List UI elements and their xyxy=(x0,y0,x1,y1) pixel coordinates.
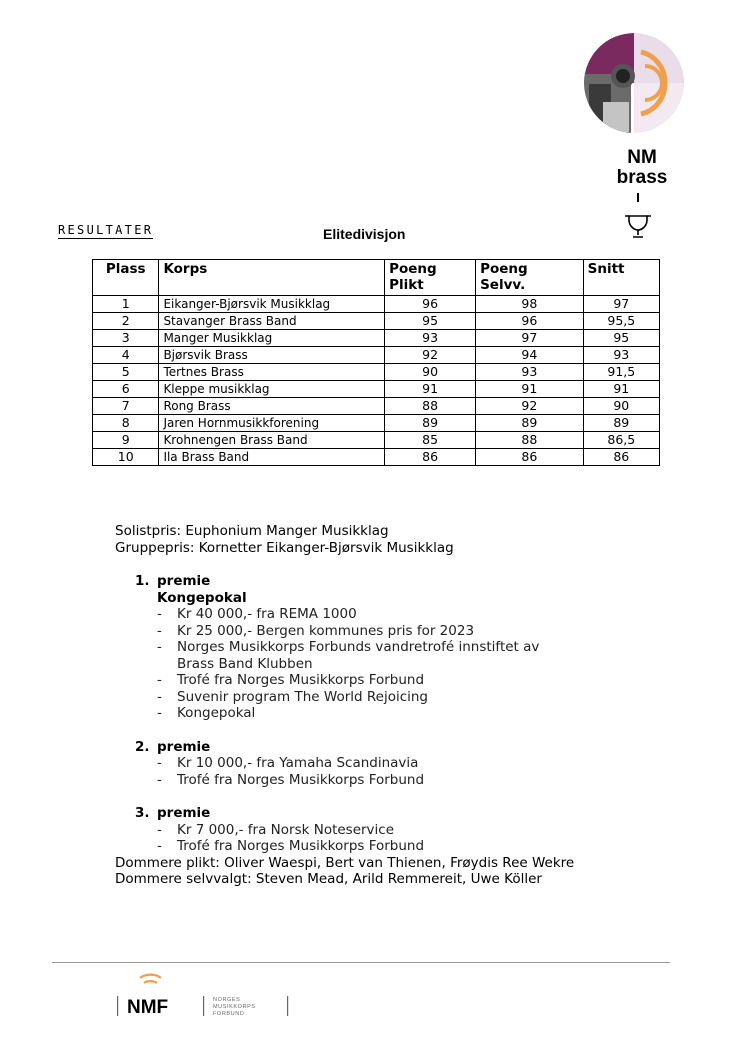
table-row xyxy=(93,347,660,364)
cell-place: 8 xyxy=(93,415,159,432)
judges-plikt: Dommere plikt: Oliver Waespi, Bert van Thienen, Frøydis Ree Wekre xyxy=(115,854,575,871)
list-item: - Suvenir program The World Rejoicing xyxy=(157,689,675,706)
cell-korps: Stavanger Brass Band xyxy=(159,313,385,330)
judges-selvvalgt: Dommere selvvalgt: Steven Mead, Arild Remmereit, Uwe Köller xyxy=(115,871,542,887)
cell-place: 3 xyxy=(93,330,159,347)
table-row xyxy=(93,415,660,432)
cell-place: 5 xyxy=(93,364,159,381)
trophy-icon xyxy=(623,211,653,241)
cell-place: 2 xyxy=(93,313,159,330)
premie-2 xyxy=(135,739,675,789)
table-row xyxy=(93,381,660,398)
list-item: - Kr 7 000,- fra Norsk Noteservice xyxy=(157,822,675,839)
cell-poeng-selvv: 94 xyxy=(476,347,584,364)
list-item: - Kr 10 000,- fra Yamaha Scandinavia xyxy=(157,755,675,772)
table-header-row xyxy=(93,260,660,296)
cell-poeng-selvv: 93 xyxy=(476,364,584,381)
nmf-full-1: NORGES xyxy=(213,997,241,1003)
header-poeng-plikt: Poeng Plikt xyxy=(385,260,476,296)
cell-poeng-plikt: 86 xyxy=(385,449,476,466)
cell-poeng-plikt: 95 xyxy=(385,313,476,330)
table-row xyxy=(93,364,660,381)
nm-wordmark-line1: NM xyxy=(627,147,657,168)
list-item: - Kr 25 000,- Bergen kommunes pris for 2023 xyxy=(157,623,675,640)
nmf-full-3: FORBUND xyxy=(213,1011,245,1017)
premie-3-items xyxy=(135,822,675,855)
premie-1-items xyxy=(135,606,675,722)
header-korps: Korps xyxy=(159,260,385,296)
premie-2-items xyxy=(135,755,675,788)
premie-1-subtitle: Kongepokal xyxy=(157,589,247,606)
premie-1 xyxy=(135,573,675,722)
cell-korps: Krohnengen Brass Band xyxy=(159,432,385,449)
cell-snitt: 91,5 xyxy=(583,364,659,381)
prizes-section xyxy=(115,523,675,888)
cell-korps: Jaren Hornmusikkforening xyxy=(159,415,385,432)
cell-poeng-selvv: 89 xyxy=(476,415,584,432)
cell-poeng-plikt: 93 xyxy=(385,330,476,347)
division-title: Elitedivisjon xyxy=(323,226,406,242)
cell-poeng-selvv: 86 xyxy=(476,449,584,466)
cell-snitt: 89 xyxy=(583,415,659,432)
gruppe-award: Gruppepris: Kornetter Eikanger-Bjørsvik Musikklag xyxy=(115,539,454,556)
nm-wordmark-line2: brass xyxy=(616,167,668,188)
cell-korps: Eikanger-Bjørsvik Musikklag xyxy=(159,296,385,313)
header-place: Plass xyxy=(93,260,159,296)
table-row xyxy=(93,296,660,313)
cell-poeng-selvv: 97 xyxy=(476,330,584,347)
cell-korps: Tertnes Brass xyxy=(159,364,385,381)
nmf-logo xyxy=(115,968,315,1020)
header-snitt: Snitt xyxy=(583,260,659,296)
cell-snitt: 90 xyxy=(583,398,659,415)
table-row xyxy=(93,398,660,415)
cell-snitt: 86 xyxy=(583,449,659,466)
solist-award: Solistpris: Euphonium Manger Musikklag xyxy=(115,523,389,539)
cell-poeng-selvv: 98 xyxy=(476,296,584,313)
cell-poeng-plikt: 90 xyxy=(385,364,476,381)
cell-poeng-selvv: 88 xyxy=(476,432,584,449)
cell-korps: Rong Brass xyxy=(159,398,385,415)
header-poeng-selvv: Poeng Selvv. xyxy=(476,260,584,296)
list-item: - Kr 40 000,- fra REMA 1000 xyxy=(157,606,675,623)
nm-brass-logo-graphic xyxy=(583,32,685,134)
list-item: - Kongepokal xyxy=(157,705,675,722)
cell-place: 4 xyxy=(93,347,159,364)
cell-place: 10 xyxy=(93,449,159,466)
wordmark-divider xyxy=(637,193,639,202)
cell-snitt: 97 xyxy=(583,296,659,313)
cell-poeng-plikt: 92 xyxy=(385,347,476,364)
premie-2-heading: 2. premie xyxy=(135,738,211,755)
cell-poeng-plikt: 91 xyxy=(385,381,476,398)
cell-snitt: 95 xyxy=(583,330,659,347)
cell-poeng-plikt: 85 xyxy=(385,432,476,449)
cell-snitt: 93 xyxy=(583,347,659,364)
cell-place: 6 xyxy=(93,381,159,398)
table-row xyxy=(93,432,660,449)
cell-korps: Ila Brass Band xyxy=(159,449,385,466)
premie-3 xyxy=(135,805,675,855)
nmf-full-2: MUSIKKORPS xyxy=(213,1004,256,1010)
cell-poeng-selvv: 96 xyxy=(476,313,584,330)
cell-snitt: 95,5 xyxy=(583,313,659,330)
table-row xyxy=(93,313,660,330)
cell-poeng-plikt: 89 xyxy=(385,415,476,432)
footer-divider xyxy=(52,962,670,963)
list-item: - Trofé fra Norges Musikkorps Forbund xyxy=(157,772,675,789)
nm-brass-wordmark xyxy=(604,148,680,188)
list-item: - Trofé fra Norges Musikkorps Forbund xyxy=(157,838,675,855)
section-label: RESULTATER xyxy=(58,223,154,237)
premie-1-heading: 1. premie xyxy=(135,573,211,589)
cell-place: 1 xyxy=(93,296,159,313)
table-row xyxy=(93,449,660,466)
cell-snitt: 86,5 xyxy=(583,432,659,449)
cell-poeng-plikt: 88 xyxy=(385,398,476,415)
results-table xyxy=(92,259,660,466)
list-item: - Trofé fra Norges Musikkorps Forbund xyxy=(157,672,675,689)
nmf-abbrev: NMF xyxy=(127,997,169,1018)
cell-korps: Kleppe musikklag xyxy=(159,381,385,398)
cell-place: 9 xyxy=(93,432,159,449)
cell-korps: Manger Musikklag xyxy=(159,330,385,347)
cell-snitt: 91 xyxy=(583,381,659,398)
list-item: Brass Band Klubben xyxy=(177,655,313,672)
table-row xyxy=(93,330,660,347)
cell-poeng-selvv: 92 xyxy=(476,398,584,415)
cell-korps: Bjørsvik Brass xyxy=(159,347,385,364)
cell-poeng-plikt: 96 xyxy=(385,296,476,313)
premie-3-heading: 3. premie xyxy=(135,805,211,821)
list-item: - Norges Musikkorps Forbunds vandretrofé innstiftet av xyxy=(157,639,675,656)
cell-place: 7 xyxy=(93,398,159,415)
cell-poeng-selvv: 91 xyxy=(476,381,584,398)
